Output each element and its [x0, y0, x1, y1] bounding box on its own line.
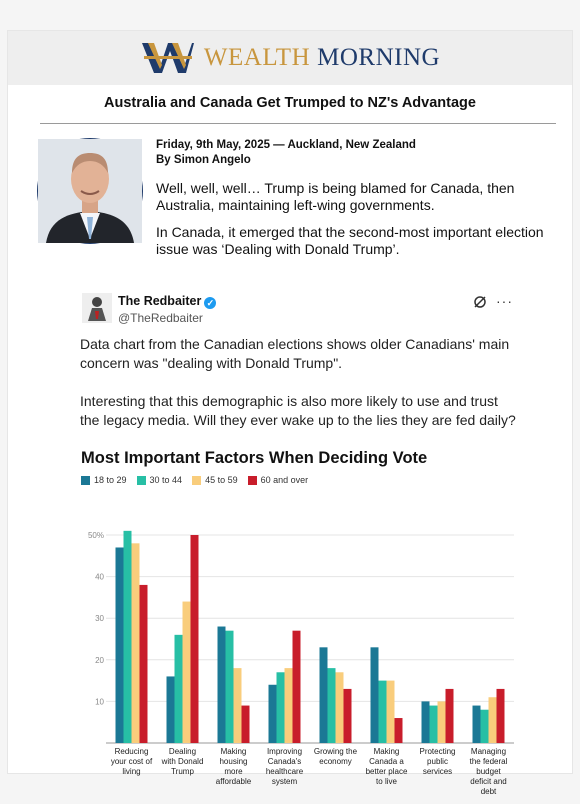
tweet-avatar[interactable]	[82, 293, 112, 323]
bar	[226, 631, 234, 743]
author-name: By Simon Angelo	[156, 154, 251, 166]
x-category-label: Making	[220, 747, 247, 756]
x-category-label: Growing the	[313, 747, 358, 756]
legend-swatch	[81, 476, 90, 485]
legend-swatch	[192, 476, 201, 485]
x-category-label: Managing	[470, 747, 507, 756]
bar	[167, 676, 175, 743]
bar	[489, 697, 497, 743]
bar	[336, 672, 344, 743]
masthead	[8, 31, 572, 85]
x-category-label: to live	[376, 777, 397, 786]
bar	[234, 668, 242, 743]
x-category-label: affordable	[215, 777, 252, 786]
chart-legend	[81, 475, 318, 485]
x-category-label: system	[271, 777, 298, 786]
x-category-label: deficit and	[470, 777, 507, 786]
x-category-label: Improving	[266, 747, 303, 756]
x-category-label: Canada's	[267, 757, 302, 766]
x-category-label: more	[224, 767, 243, 776]
legend-item	[192, 475, 238, 485]
tweet-author-label: The Redbaiter	[118, 294, 202, 308]
bar	[175, 635, 183, 743]
legend-swatch	[248, 476, 257, 485]
x-category-label: the federal	[469, 757, 508, 766]
tweet-paragraph: Data chart from the Canadian elections shows older Canadians' main concern was "dealing with Donald Trump".	[80, 336, 510, 371]
verified-badge-icon: ✓	[204, 297, 216, 309]
brand-second: MORNING	[317, 44, 441, 71]
bar	[438, 701, 446, 743]
embedded-tweet[interactable]	[80, 293, 520, 449]
more-options-icon[interactable]: ···	[496, 293, 513, 309]
tweet-handle[interactable]: @TheRedbaiter	[118, 311, 203, 325]
x-category-label: Protecting	[419, 747, 456, 756]
x-category-label: living	[122, 767, 141, 776]
x-category-label: with Donald	[161, 757, 204, 766]
grok-icon[interactable]	[473, 295, 487, 312]
bar	[132, 543, 140, 743]
bar	[140, 585, 148, 743]
x-category-label: Reducing	[114, 747, 149, 756]
bar	[285, 668, 293, 743]
brand-first: WEALTH	[203, 44, 311, 71]
author-block	[8, 124, 572, 279]
x-category-label: Dealing	[168, 747, 197, 756]
bar	[387, 681, 395, 743]
x-category-label: debt	[480, 787, 497, 796]
x-category-label: Trump	[171, 767, 194, 776]
bar	[183, 602, 191, 743]
newsletter-page	[7, 30, 573, 796]
bar	[269, 685, 277, 743]
dateline: Friday, 9th May, 2025 — Auckland, New Zealand	[156, 139, 416, 151]
bar	[395, 718, 403, 743]
legend-item	[81, 475, 127, 485]
bar	[497, 689, 505, 743]
article-headline: Australia and Canada Get Trumped to NZ's Advantage	[104, 95, 476, 111]
y-tick-label: 10	[95, 697, 104, 707]
bar	[430, 706, 438, 743]
legend-label: 30 to 44	[149, 475, 183, 485]
bar	[116, 547, 124, 743]
chart-title: Most Important Factors When Deciding Vote	[81, 449, 428, 467]
author-photo	[37, 138, 143, 244]
x-category-label: economy	[319, 757, 352, 766]
tweet-paragraph: Interesting that this demographic is also more likely to use and trust the legacy media. Will they ever wake up to the lies they are fed daily?	[80, 393, 516, 428]
legend-label: 60 and over	[260, 475, 309, 485]
tweet-text	[80, 335, 520, 430]
bar	[328, 668, 336, 743]
paragraph: In Canada, it emerged that the second-most important election issue was ‘Dealing with Donald Trump’.	[156, 224, 544, 257]
tweet-header	[80, 293, 520, 327]
x-category-label: your cost of	[110, 757, 153, 766]
bar	[124, 531, 132, 743]
bar	[242, 706, 250, 743]
x-category-label: services	[422, 767, 453, 776]
legend-item	[137, 475, 183, 485]
bar	[422, 701, 430, 743]
paragraph: Well, well, well… Trump is being blamed for Canada, then Australia, maintaining left-wing governments.	[156, 180, 515, 213]
y-tick-label: 40	[95, 572, 104, 582]
bar	[191, 535, 199, 743]
y-tick-label: 20	[95, 655, 104, 665]
bar	[320, 647, 328, 743]
bar	[344, 689, 352, 743]
legend-swatch	[137, 476, 146, 485]
wealth-morning-logo-icon	[140, 41, 196, 75]
article-intro	[156, 180, 556, 268]
bar-chart	[68, 489, 518, 796]
bar	[379, 681, 387, 743]
bar	[277, 672, 285, 743]
x-category-label: healthcare	[265, 767, 304, 776]
byline	[156, 138, 416, 168]
legend-label: 45 to 59	[205, 475, 238, 485]
x-category-label: better place	[365, 767, 408, 776]
x-category-label: Canada a	[369, 757, 404, 766]
x-category-label: public	[427, 757, 448, 766]
x-category-label: housing	[219, 757, 248, 766]
bar	[473, 706, 481, 743]
tweet-author-name[interactable]	[118, 294, 216, 309]
x-category-label: budget	[476, 767, 501, 776]
x-category-label: Making	[373, 747, 400, 756]
bar	[481, 710, 489, 743]
brand-wordmark[interactable]	[204, 44, 440, 72]
legend-label: 18 to 29	[94, 475, 127, 485]
bar	[218, 627, 226, 743]
y-tick-label: 50%	[87, 531, 104, 540]
y-tick-label: 30	[95, 614, 104, 624]
legend-item	[248, 475, 309, 485]
bar	[446, 689, 454, 743]
bar	[371, 647, 379, 743]
bar	[293, 631, 301, 743]
